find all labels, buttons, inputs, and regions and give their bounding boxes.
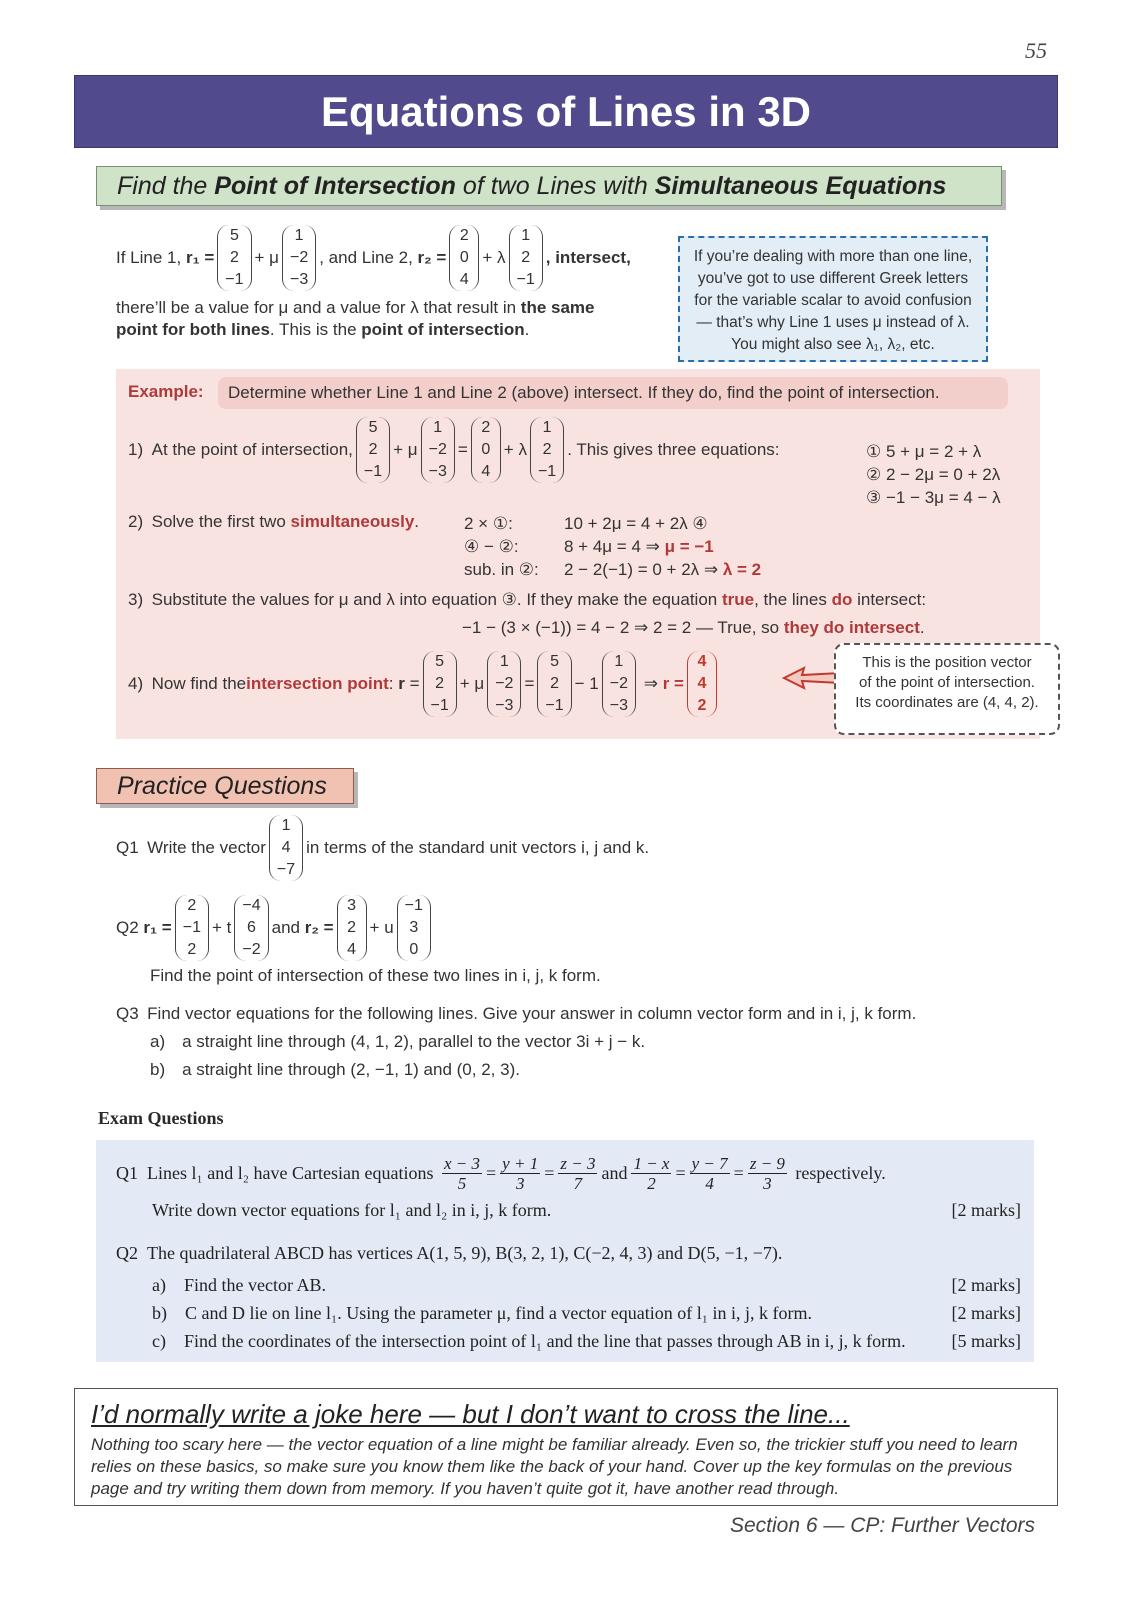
and-text: and bbox=[601, 1162, 628, 1183]
s2-label: 2 × ①: bbox=[464, 514, 513, 533]
s2-line bbox=[564, 535, 761, 558]
v: −1 bbox=[404, 897, 423, 914]
v: 4 bbox=[697, 653, 707, 670]
intro-bold: the same bbox=[520, 298, 595, 317]
v: −1 bbox=[182, 919, 201, 936]
numerator: 1 − x bbox=[633, 1153, 670, 1173]
vec bbox=[423, 651, 457, 717]
v: −2 bbox=[428, 441, 447, 458]
s2-work: 8 + 4μ = 4 ⇒ bbox=[564, 537, 665, 556]
step2-text: 2) Solve the first two bbox=[128, 512, 291, 531]
respectively-text: respectively. bbox=[795, 1162, 886, 1183]
denominator: 2 bbox=[647, 1173, 656, 1193]
practice-q3: Q3 Find vector equations for the following lines. Give your answer in column vector form and in i, j, k form. bbox=[116, 1004, 917, 1023]
s2-label: ④ − ②: bbox=[464, 537, 519, 556]
v: 2 bbox=[187, 897, 197, 914]
equals: = bbox=[457, 440, 468, 459]
v: −7 bbox=[276, 861, 296, 878]
practice-heading: Practice Questions bbox=[96, 768, 354, 804]
v: −1 bbox=[225, 271, 244, 288]
intro-equation-line bbox=[116, 222, 631, 294]
q2-label: Q2 bbox=[116, 918, 139, 937]
fraction bbox=[748, 1154, 787, 1193]
v: −1 bbox=[537, 463, 557, 480]
subhead-bold-2: Simultaneous Equations bbox=[654, 172, 947, 200]
s2-work: 10 + 2μ = 4 + 2λ ④ bbox=[564, 514, 708, 533]
s2-work: 2 − 2(−1) = 0 + 2λ ⇒ bbox=[564, 560, 723, 579]
fraction bbox=[631, 1154, 671, 1193]
exam-q2a: a) Find the vector AB. bbox=[152, 1275, 326, 1295]
v: 2 bbox=[187, 941, 197, 958]
exam-q1b: Write down vector equations for l₁ and l₂ in i, j, k form. bbox=[152, 1200, 552, 1220]
fraction bbox=[558, 1154, 597, 1193]
example-label: Example: bbox=[128, 382, 204, 401]
v: 4 bbox=[347, 941, 356, 958]
practice-q2 bbox=[116, 892, 434, 964]
mu-result: μ = −1 bbox=[664, 537, 714, 556]
exam-heading: Exam Questions bbox=[98, 1108, 224, 1128]
practice-q3b: b) a straight line through (2, −1, 1) and (0, 2, 3). bbox=[150, 1060, 520, 1079]
numerator: z − 9 bbox=[749, 1153, 785, 1173]
example-question: Determine whether Line 1 and Line 2 (above) intersect. If they do, find the point of intersection. bbox=[218, 377, 1008, 409]
numerator: x − 3 bbox=[443, 1153, 481, 1173]
example-step-3 bbox=[128, 590, 926, 610]
footer-title: I’d normally write a joke here — but I don’t want to cross the line... bbox=[91, 1399, 850, 1429]
exam-q2c-marks: [5 marks] bbox=[951, 1331, 1021, 1351]
q2-r1: r₁ = bbox=[143, 918, 172, 937]
mu-symbol: + μ bbox=[459, 674, 485, 693]
v: 6 bbox=[247, 919, 256, 936]
v: 2 bbox=[481, 419, 491, 436]
numerator: z − 3 bbox=[560, 1153, 596, 1173]
step3-check bbox=[462, 618, 925, 638]
step3-true: true bbox=[721, 590, 755, 609]
v: 2 bbox=[368, 441, 378, 458]
tip-line: If you’re dealing with more than one line, bbox=[693, 248, 973, 265]
v: 0 bbox=[481, 441, 491, 458]
v: −4 bbox=[242, 897, 261, 914]
denominator: 5 bbox=[457, 1173, 467, 1193]
page-number: 55 bbox=[1025, 38, 1047, 63]
v: 4 bbox=[481, 463, 491, 480]
v: 2 bbox=[347, 919, 356, 936]
vec bbox=[175, 895, 209, 961]
callout-burst bbox=[834, 643, 1060, 735]
example-step-4: 4) Now find the intersection point : r = 5 2 −1 + μ 1 −2 −3 = 5 2 −1 − 1 1 −2 −3 ⇒ r = 4 4 2 bbox=[128, 648, 720, 720]
arrow-icon bbox=[782, 664, 842, 694]
v: −1 bbox=[545, 697, 564, 714]
vec bbox=[537, 651, 571, 717]
exam-q2c: c) Find the coordinates of the intersection point of l₁ and the line that passes through AB in i, j, k form. bbox=[152, 1331, 906, 1351]
lambda-symbol: + λ bbox=[482, 248, 506, 267]
equals: = bbox=[524, 674, 535, 693]
line2-direction-vector bbox=[509, 225, 543, 291]
lambda-result: λ = 2 bbox=[722, 560, 762, 579]
q2-u: + u bbox=[369, 918, 394, 937]
q2-r2: r₂ = bbox=[304, 918, 334, 937]
v: −3 bbox=[495, 697, 514, 714]
example-step-2 bbox=[128, 512, 419, 532]
q1-text-end: in terms of the standard unit vectors i, j and k. bbox=[306, 838, 650, 857]
section-footer: Section 6 — CP: Further Vectors bbox=[729, 1514, 1035, 1537]
footer-text: Nothing too scary here — the vector equation of a line might be familiar already. Even so, the trickier stuff you need to learn relies on these basics, so make sure you know them like the back of your hand. Cover up the key formulas on the previous page and try writing them down from memory. If you haven’t quite got it, have another read through. bbox=[91, 1435, 1018, 1498]
v: −1 bbox=[363, 463, 383, 480]
v: 3 bbox=[409, 919, 419, 936]
v: 2 bbox=[229, 249, 239, 266]
section-subheading bbox=[96, 166, 1002, 206]
q2-and: and bbox=[271, 918, 300, 937]
v: 0 bbox=[409, 941, 419, 958]
s2-label: sub. in ②: bbox=[464, 560, 539, 579]
v: 1 bbox=[614, 653, 624, 670]
mu-symbol: + μ bbox=[393, 440, 418, 459]
v: 5 bbox=[368, 419, 378, 436]
vec bbox=[421, 417, 455, 483]
step3-do: do bbox=[831, 590, 853, 609]
exam-q1-marks: [2 marks] bbox=[951, 1200, 1021, 1220]
intro-and-line2: , and Line 2, bbox=[319, 248, 413, 267]
vec bbox=[602, 651, 636, 717]
v: 1 bbox=[294, 227, 304, 244]
numerator: y + 1 bbox=[502, 1153, 539, 1173]
result-vector bbox=[687, 651, 717, 717]
v: 4 bbox=[697, 675, 707, 692]
v: 2 bbox=[550, 675, 559, 692]
v: 2 bbox=[435, 675, 445, 692]
v: −3 bbox=[289, 271, 309, 288]
step3-end: intersect: bbox=[852, 590, 927, 609]
tip-line: you’ve got to use different Greek letters bbox=[697, 270, 969, 287]
exam-q2a-marks: [2 marks] bbox=[951, 1275, 1021, 1295]
line1-direction-vector bbox=[282, 225, 316, 291]
v: 0 bbox=[459, 249, 469, 266]
v: 2 bbox=[459, 227, 469, 244]
exam-q2: Q2 The quadrilateral ABCD has vertices A(1, 5, 9), B(3, 2, 1), C(−2, 4, 3) and D(5, −1, −7). bbox=[116, 1243, 783, 1263]
exam-q2b: b) C and D lie on line l₁. Using the parameter μ, find a vector equation of l₁ in i, j, k form. bbox=[152, 1303, 813, 1323]
v: −3 bbox=[428, 463, 447, 480]
step4-red: intersection point bbox=[246, 674, 389, 693]
v: 3 bbox=[347, 897, 356, 914]
s2-line bbox=[564, 512, 761, 535]
q2-t: + t bbox=[211, 918, 232, 937]
fraction bbox=[690, 1154, 730, 1193]
step3-text: 3) Substitute the values for μ and λ into equation ③. If they make the equation bbox=[128, 590, 722, 609]
q1-text: Q1 Write the vector bbox=[116, 838, 266, 857]
mu-symbol: + μ bbox=[254, 248, 279, 267]
step4-end: : bbox=[388, 674, 394, 693]
v: −3 bbox=[609, 697, 628, 714]
lambda-symbol: + λ bbox=[503, 440, 527, 459]
v: −2 bbox=[289, 249, 309, 266]
burst-line: This is the position vector bbox=[862, 654, 1032, 671]
q2-instruction: Find the point of intersection of these two lines in i, j, k form. bbox=[150, 966, 601, 985]
implies: ⇒ bbox=[639, 674, 663, 693]
subhead-bold-1: Point of Intersection bbox=[214, 172, 456, 200]
line1-point-vector bbox=[217, 225, 251, 291]
subhead-text-1: Find the bbox=[117, 172, 215, 200]
step1-tail: . This gives three equations: bbox=[567, 440, 780, 459]
v: 2 bbox=[521, 249, 531, 266]
intro-text: there’ll be a value for μ and a value for λ that result in bbox=[116, 298, 521, 317]
r2-label: r₂ = bbox=[417, 248, 447, 267]
intro-bold: point of intersection bbox=[361, 320, 525, 339]
vec bbox=[487, 651, 521, 717]
vec bbox=[234, 895, 268, 961]
r1-label: r₁ = bbox=[185, 248, 215, 267]
equation-2: ② 2 − 2μ = 0 + 2λ bbox=[866, 465, 1001, 484]
exam-q1-line: Q1 Lines l₁ and l₂ have Cartesian equations $\frac{x - 3}{5}$ = $\frac{y + 1}{3}$ = $\frac{z - 3}{7}$ and $\frac{1 - x}{2}$ = $\frac{y - 7}{4}$ = $\frac{z - 9}{3}$ respectively. bbox=[116, 1153, 886, 1193]
step3-mid: , the lines bbox=[754, 590, 832, 609]
exam-q2b-marks: [2 marks] bbox=[951, 1303, 1021, 1323]
v: 2 bbox=[542, 441, 552, 458]
step2-red: simultaneously bbox=[290, 512, 415, 531]
vec bbox=[530, 417, 564, 483]
vec bbox=[471, 417, 501, 483]
tip-box bbox=[678, 236, 988, 362]
v: −2 bbox=[495, 675, 514, 692]
intro-intersect: , intersect, bbox=[545, 248, 631, 267]
equation-1: ① 5 + μ = 2 + λ bbox=[866, 442, 982, 461]
denominator: 7 bbox=[573, 1173, 583, 1193]
practice-q1 bbox=[116, 812, 649, 884]
burst-line: of the point of intersection. bbox=[859, 674, 1035, 691]
step2-labels bbox=[464, 512, 539, 581]
line2-point-vector bbox=[449, 225, 479, 291]
page-title: Equations of Lines in 3D bbox=[74, 75, 1058, 148]
q1-vector bbox=[269, 815, 303, 881]
intro-text: . This is the bbox=[269, 320, 362, 339]
vec bbox=[337, 895, 367, 961]
v: −1 bbox=[430, 697, 449, 714]
vec bbox=[397, 895, 431, 961]
equation-3: ③ −1 − 3μ = 4 − λ bbox=[866, 488, 1001, 507]
v: 5 bbox=[229, 227, 239, 244]
three-equations bbox=[866, 440, 1001, 509]
v: 1 bbox=[433, 419, 443, 436]
v: −2 bbox=[609, 675, 628, 692]
footer-box bbox=[74, 1388, 1058, 1506]
v: 1 bbox=[499, 653, 509, 670]
v: −1 bbox=[516, 271, 535, 288]
intro-if-line1: If Line 1, bbox=[116, 248, 182, 267]
step4-text: 4) Now find the bbox=[128, 674, 247, 693]
r-label: r bbox=[398, 674, 405, 693]
intro-text: . bbox=[524, 320, 530, 339]
tip-line: for the variable scalar to avoid confusion bbox=[694, 292, 972, 309]
intro-text-line-3 bbox=[116, 320, 529, 340]
denominator: 3 bbox=[763, 1173, 772, 1193]
denominator: 3 bbox=[515, 1173, 525, 1193]
fraction bbox=[500, 1154, 540, 1193]
denominator: 4 bbox=[705, 1173, 714, 1193]
s2-line bbox=[564, 558, 761, 581]
numerator: y − 7 bbox=[691, 1153, 728, 1173]
step3-line: −1 − (3 × (−1)) = 4 − 2 ⇒ 2 = 2 — True, so bbox=[462, 618, 784, 637]
v: 1 bbox=[542, 419, 552, 436]
intro-text-line-2 bbox=[116, 298, 595, 318]
burst-line: Its coordinates are (4, 4, 2). bbox=[855, 694, 1039, 711]
minus-one: − 1 bbox=[574, 674, 599, 693]
r-equals: r = bbox=[662, 674, 684, 693]
intro-bold: point for both lines bbox=[116, 320, 270, 339]
step3-conclusion: they do intersect bbox=[783, 618, 920, 637]
practice-q3a: a) a straight line through (4, 1, 2), parallel to the vector 3i + j − k. bbox=[150, 1032, 646, 1051]
v: 5 bbox=[550, 653, 559, 670]
step1-text: 1) At the point of intersection, bbox=[128, 440, 353, 459]
exam-q1-text: Q1 Lines l₁ and l₂ have Cartesian equations bbox=[116, 1162, 434, 1183]
vec bbox=[356, 417, 390, 483]
v: 4 bbox=[459, 271, 469, 288]
step3-line-end: . bbox=[919, 618, 925, 637]
fraction bbox=[442, 1154, 482, 1193]
tip-line: You might also see λ₁, λ₂, etc. bbox=[731, 336, 935, 353]
v: 1 bbox=[281, 817, 291, 834]
v: 5 bbox=[435, 653, 445, 670]
step2-working bbox=[564, 512, 761, 581]
v: −2 bbox=[242, 941, 261, 958]
v: 2 bbox=[697, 697, 707, 714]
step2-end: . bbox=[414, 512, 420, 531]
subhead-text-2: of two Lines with bbox=[455, 172, 655, 200]
tip-line: — that’s why Line 1 uses μ instead of λ. bbox=[696, 314, 970, 331]
v: 4 bbox=[281, 839, 291, 856]
v: 1 bbox=[521, 227, 531, 244]
example-step-1 bbox=[128, 414, 780, 486]
